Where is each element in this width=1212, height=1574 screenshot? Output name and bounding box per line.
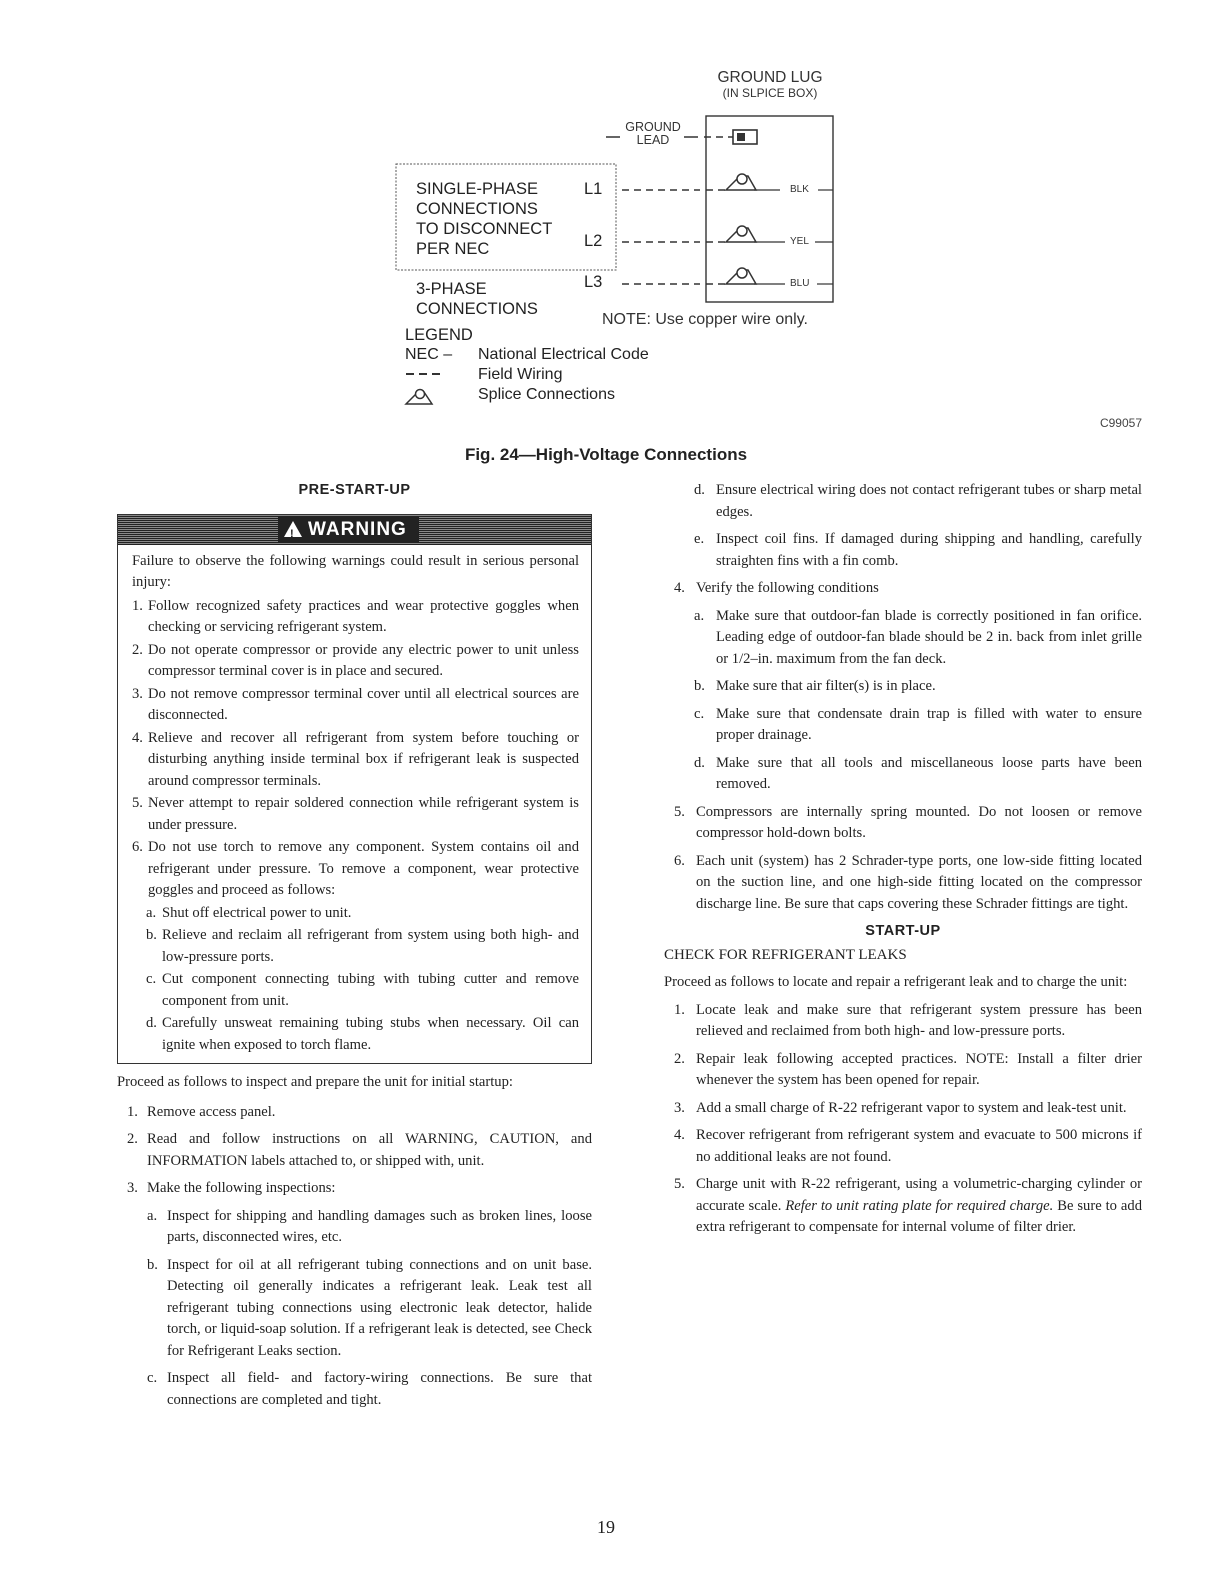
warning-label-text: WARNING <box>308 518 407 540</box>
step-text: Verify the following conditions <box>696 580 879 596</box>
step-subitem-text: Make sure that air filter(s) is in place. <box>716 678 936 694</box>
warning-item-number: 3. <box>132 685 143 702</box>
step-subitem-text: Inspect all field- and factory-wiring connections. Be sure that connections are completed and tight. <box>167 1370 592 1408</box>
step-subitem-letter: b. <box>147 1256 158 1273</box>
step-text: Remove access panel. <box>147 1103 276 1120</box>
step-subitem-text: Make sure that condensate drain trap is filled with water to ensure proper drainage. <box>716 705 1142 743</box>
warning-subitem-letter: d. <box>146 1015 157 1031</box>
leak-intro: Proceed as follows to locate and repair a refrigerant leak and to charge the unit: <box>664 974 1128 990</box>
warning-item <box>132 640 579 683</box>
step-subitem-text: Make sure that all tools and miscellaneous loose parts have been removed. <box>716 754 1142 792</box>
warning-subitem <box>146 969 579 1012</box>
step-subitem-letter: b. <box>694 678 705 694</box>
step-subitem-letter: c. <box>147 1370 158 1386</box>
warning-item-text: Never attempt to repair soldered connection while refrigerant system is under pressure. <box>148 795 579 833</box>
ground-lug-label <box>700 70 840 100</box>
step-number: 6. <box>674 852 685 869</box>
leak-step5-part-b: Refer to unit rating plate for required charge. <box>785 1197 1054 1214</box>
step-subitem <box>694 480 1142 523</box>
pre-start-up-heading: PRE-START-UP <box>298 482 411 498</box>
warning-item-text: Do not remove compressor terminal cover until all electrical sources are disconnected. <box>148 685 579 723</box>
warning-item <box>132 728 579 793</box>
warning-subitem-text: Shut off electrical power to unit. <box>162 904 352 921</box>
step-subitem-text: Ensure electrical wiring does not contact refrigerant tubes or sharp metal edges. <box>716 482 1142 520</box>
check-leaks-subheading: CHECK FOR REFRIGERANT LEAKS <box>664 946 907 963</box>
wire-blu-label: BLU <box>790 278 810 289</box>
ground-lug-title: GROUND LUG <box>717 69 823 86</box>
warning-subitem-text: Relieve and reclaim all refrigerant from system using both high- and low-pressure ports. <box>162 927 579 965</box>
step-subitem <box>694 704 1142 747</box>
single-phase-line4: PER NEC <box>416 240 490 258</box>
step-subitem <box>694 753 1142 796</box>
three-phase-label <box>416 279 538 319</box>
leak-step5-part-a: Charge unit with R-22 refrigerant, using a volumetric-charging cylinder or accurate scale. <box>696 1176 1142 1214</box>
wire-yel-label: YEL <box>790 236 809 247</box>
legend-splice-icon <box>406 390 432 405</box>
step-item <box>117 1102 592 1124</box>
leak-step-text <box>696 1174 1142 1239</box>
step-subitem-letter: d. <box>694 754 705 771</box>
wiring-diagram-svg <box>0 0 1212 440</box>
leak-step-number: 2. <box>674 1050 685 1067</box>
l3-splice-icon <box>726 268 756 284</box>
warning-item-number: 2. <box>132 641 143 658</box>
warning-triangle-icon: ! <box>284 521 302 537</box>
step-subitem-letter: c. <box>694 705 705 722</box>
ground-lead-line1: GROUND <box>625 120 681 134</box>
inspection-steps <box>117 1102 592 1412</box>
step-subitem-text: Inspect for shipping and handling damages such as broken lines, loose parts, disconnected wires, etc. <box>167 1207 592 1245</box>
leak-step-text: Add a small charge of R-22 refrigerant vapor to system and leak-test unit. <box>696 1099 1127 1116</box>
step-text: Compressors are internally spring mounted. Do not loosen or remove compressor hold-down bolts. <box>696 803 1142 841</box>
step-subitem-letter: a. <box>147 1207 158 1224</box>
single-phase-line1: SINGLE-PHASE <box>416 180 538 198</box>
step-subitem <box>694 676 1142 698</box>
warning-item <box>132 837 579 902</box>
right-column <box>664 480 1142 1245</box>
step-number: 1. <box>127 1103 138 1120</box>
inspect-intro: Proceed as follows to inspect and prepare the unit for initial startup: <box>117 1074 513 1090</box>
leak-step-item <box>674 1049 1142 1092</box>
warning-label <box>278 517 419 543</box>
leak-step-number: 5. <box>674 1176 685 1192</box>
line-l1-label: L1 <box>584 180 603 198</box>
leak-step-text: Recover refrigerant from refrigerant system and evacuate to 500 microns if no additional leaks are not found. <box>696 1127 1142 1165</box>
leak-step-item <box>674 1098 1142 1120</box>
step-item <box>674 851 1142 916</box>
warning-item-text: Do not use torch to remove any component. System contains oil and refrigerant under pressure. To remove a component, wear protective goggles and proceed as follows: <box>148 839 579 898</box>
warning-item-number: 1. <box>132 597 143 614</box>
l1-splice-icon <box>726 174 756 190</box>
three-phase-line2: CONNECTIONS <box>416 300 538 318</box>
leak-step-text: Locate leak and make sure that refrigerant system pressure has been relieved and reclaimed from both high- and low-pressure ports. <box>696 1001 1142 1039</box>
step-text: Read and follow instructions on all WARNING, CAUTION, and INFORMATION labels attached to, or shipped with, unit. <box>147 1131 592 1169</box>
step-number: 5. <box>674 803 685 820</box>
warning-subitem-text: Cut component connecting tubing with tubing cutter and remove component from unit. <box>162 971 579 1009</box>
step-subitem-letter: a. <box>694 607 705 624</box>
single-phase-line3: TO DISCONNECT <box>416 220 553 238</box>
legend-nec-key: NEC – <box>405 346 453 363</box>
warning-banner <box>118 515 591 545</box>
warning-body <box>118 545 591 1064</box>
step-subitem-text: Make sure that outdoor-fan blade is correctly positioned in fan orifice. Leading edge of outdoor-fan blade should be 2 in. back from inlet grille or 1/2–in. maximum from the fan deck. <box>716 607 1142 667</box>
single-phase-line2: CONNECTIONS <box>416 200 538 218</box>
high-voltage-diagram <box>0 0 1212 460</box>
warning-item <box>132 684 579 727</box>
page-number: 19 <box>597 1517 615 1537</box>
warning-subitem-letter: b. <box>146 927 157 943</box>
leak-step-number: 4. <box>674 1127 685 1143</box>
step-item <box>674 802 1142 845</box>
warning-item <box>132 596 579 639</box>
step-subitem <box>147 1206 592 1249</box>
leak-step-number: 3. <box>674 1099 685 1116</box>
warning-item-number: 5. <box>132 795 143 811</box>
line-l2-label: L2 <box>584 232 603 250</box>
step-item <box>674 578 1142 600</box>
three-phase-line1: 3-PHASE <box>416 280 487 298</box>
step-subitem <box>694 529 1142 572</box>
warning-subitem-text: Carefully unsweat remaining tubing stubs when necessary. Oil can ignite when exposed to torch flame. <box>162 1015 579 1053</box>
step-text: Make the following inspections: <box>147 1180 336 1196</box>
leak-step-item <box>674 1000 1142 1043</box>
single-phase-label <box>416 179 552 259</box>
step-subitem-letter: d. <box>694 482 705 498</box>
warning-intro: Failure to observe the following warnings could result in serious personal injury: <box>132 552 579 590</box>
legend-field-wiring-value: Field Wiring <box>478 366 563 383</box>
step-number: 2. <box>127 1131 138 1147</box>
ground-lug-screw <box>737 133 745 141</box>
line-l3-label: L3 <box>584 273 603 291</box>
step-item <box>117 1129 592 1172</box>
warning-subitem <box>146 903 579 925</box>
legend-title: LEGEND <box>405 326 473 344</box>
warning-subitem-letter: c. <box>146 971 157 987</box>
leak-step-number: 1. <box>674 1001 685 1018</box>
warning-subitem <box>146 1013 579 1056</box>
step-number: 3. <box>127 1180 138 1196</box>
leak-step5-part-c: Be sure to add extra refrigerant to compensate for internal volume of filter drier. <box>696 1197 1142 1235</box>
warning-box <box>117 514 592 1065</box>
warning-item-number: 4. <box>132 729 143 746</box>
copper-wire-note: NOTE: Use copper wire only. <box>602 311 808 328</box>
step-text: Each unit (system) has 2 Schrader-type ports, one low-side fitting located on the suction line, and one high-side fitting located on the compressor discharge line. Be sure that caps covering these Schrader fittings are tight. <box>696 852 1142 912</box>
ground-lug-subtitle: (IN SLPICE BOX) <box>722 86 818 100</box>
step-subitem <box>694 606 1142 671</box>
left-column <box>117 480 592 1417</box>
legend-nec-value: National Electrical Code <box>478 346 649 363</box>
warning-subitem <box>146 925 579 968</box>
step-subitem-text: Inspect coil fins. If damaged during shipping and handling, carefully straighten fins with a fin comb. <box>716 531 1142 569</box>
l2-splice-icon <box>726 226 756 242</box>
step-item <box>117 1178 592 1200</box>
step-subitem-text: Inspect for oil at all refrigerant tubing connections and on unit base. Detecting oil generally indicates a refrigerant leak. Leak test all refrigerant tubing connections using electronic leak detector, halide torch, or liquid-soap solution. If a refrigerant leak is detected, see Check for Refrigerant Leaks section. <box>167 1256 592 1359</box>
warning-subitem-letter: a. <box>146 904 157 921</box>
ground-lead-line2: LEAD <box>636 133 670 147</box>
warning-item-number: 6. <box>132 839 143 855</box>
leak-step-text: Repair leak following accepted practices. NOTE: Install a filter drier whenever the system has been opened for repair. <box>696 1050 1142 1088</box>
step-subitem-letter: e. <box>694 531 705 547</box>
ground-lead-label <box>620 121 686 147</box>
warning-item-text: Relieve and recover all refrigerant from system before touching or disturbing anything inside terminal box if refrigerant leak is suspected around compressor terminals. <box>148 729 579 789</box>
wire-blk-label: BLK <box>790 184 809 195</box>
step-subitem <box>147 1255 592 1363</box>
warning-item-text: Follow recognized safety practices and wear protective goggles when checking or servicing refrigerant system. <box>148 597 579 635</box>
start-up-heading: START-UP <box>865 923 941 939</box>
leak-step-item <box>674 1174 1142 1239</box>
legend-splice-value: Splice Connections <box>478 386 615 403</box>
step-number: 4. <box>674 580 685 596</box>
step-subitem <box>147 1368 592 1411</box>
warning-item <box>132 793 579 836</box>
splice-box <box>706 116 833 302</box>
figure-caption: Fig. 24—High-Voltage Connections <box>464 445 748 464</box>
warning-item-text: Do not operate compressor or provide any electric power to unit unless compressor terminal cover is in place and secured. <box>148 641 579 679</box>
figure-id: C99057 <box>1099 416 1142 430</box>
leak-step-item <box>674 1125 1142 1168</box>
